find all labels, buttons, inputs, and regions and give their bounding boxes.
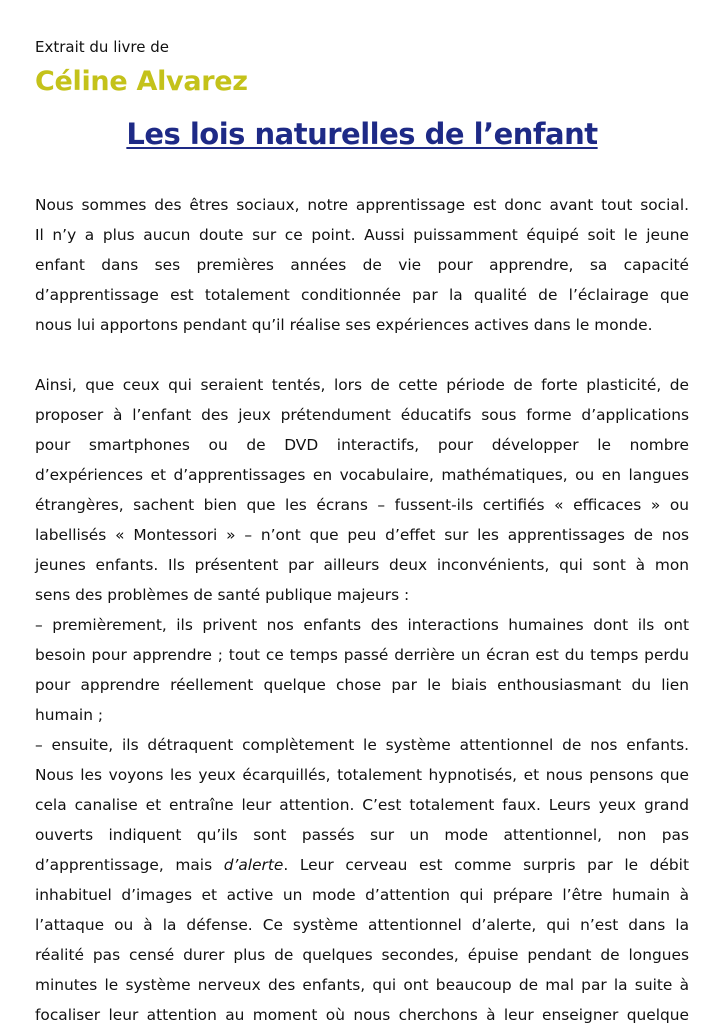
paragraph-line: enfant dans ses premières années de vie pour apprendre, sa capacité — [35, 256, 689, 274]
paragraph-line: Il n’y a plus aucun doute sur ce point. Aussi puissamment équipé soit le jeune — [35, 226, 689, 244]
paragraph-line: ouverts indiquent qu’ils sont passés sur un mode attentionnel, non pas — [35, 826, 689, 844]
paragraph-line: Nous sommes des êtres sociaux, notre apprentissage est donc avant tout social. — [35, 196, 689, 214]
title-wrapper — [0, 114, 724, 154]
alerte-emphasis: d’alerte — [223, 856, 284, 874]
paragraph-line-alerte — [35, 850, 689, 880]
paragraph-line: Nous les voyons les yeux écarquillés, totalement hypnotisés, et nous pensons que — [35, 766, 689, 784]
paragraph-line: pour apprendre réellement quelque chose par le biais enthousiasmant du lien — [35, 676, 689, 694]
paragraph-line: sens des problèmes de santé publique majeurs : — [35, 586, 410, 604]
alerte-line-after: . Leur cerveau est comme surpris par le débit — [283, 856, 689, 874]
paragraph-line: besoin pour apprendre ; tout ce temps passé derrière un écran est du temps perdu — [35, 646, 689, 664]
paragraph-line: d’expériences et d’apprentissages en vocabulaire, mathématiques, ou en langues — [35, 466, 689, 484]
paragraph-line: labellisés « Montessori » – n’ont que peu d’effet sur les apprentissages de nos — [35, 526, 689, 544]
paragraph-gap — [35, 340, 689, 370]
alerte-line-before: d’apprentissage, mais — [35, 856, 224, 874]
paragraph-line: focaliser leur attention au moment où nous cherchons à leur enseigner quelque — [35, 1006, 689, 1024]
excerpt-body — [35, 190, 689, 1030]
paragraph-line: humain ; — [35, 706, 104, 724]
paragraph-line: étrangères, sachent bien que les écrans – fussent-ils certifiés « efficaces » ou — [35, 496, 689, 514]
paragraph-line: l’attaque ou à la défense. Ce système attentionnel d’alerte, qui n’est dans la — [35, 916, 689, 934]
author-name: Céline Alvarez — [35, 66, 248, 97]
book-excerpt-kicker: Extrait du livre de — [35, 38, 170, 56]
paragraph-line: jeunes enfants. Ils présentent par ailleurs deux inconvénients, qui sont à mon — [35, 556, 689, 574]
paragraph-line: – ensuite, ils détraquent complètement le système attentionnel de nos enfants. — [35, 736, 689, 754]
paragraph-line: minutes le système nerveux des enfants, qui ont beaucoup de mal par la suite à — [35, 976, 689, 994]
book-title: Les lois naturelles de l’enfant — [126, 117, 598, 151]
paragraph-line: Ainsi, que ceux qui seraient tentés, lors de cette période de forte plasticité, de — [35, 376, 689, 394]
paragraph-line: pour smartphones ou de DVD interactifs, pour développer le nombre — [35, 436, 689, 454]
paragraph-line: proposer à l’enfant des jeux prétendument éducatifs sous forme d’applications — [35, 406, 689, 424]
paragraph-line: – premièrement, ils privent nos enfants des interactions humaines dont ils ont — [35, 616, 689, 634]
paragraph-line: nous lui apportons pendant qu’il réalise ses expériences actives dans le monde. — [35, 316, 653, 334]
paragraph-line: inhabituel d’images et active un mode d’attention qui prépare l’être humain à — [35, 886, 689, 904]
paragraph-line: réalité pas censé durer plus de quelques secondes, épuise pendant de longues — [35, 946, 689, 964]
paragraph-line: d’apprentissage est totalement conditionnée par la qualité de l’éclairage que — [35, 286, 689, 304]
paragraph-line: cela canalise et entraîne leur attention. C’est totalement faux. Leurs yeux grand — [35, 796, 689, 814]
